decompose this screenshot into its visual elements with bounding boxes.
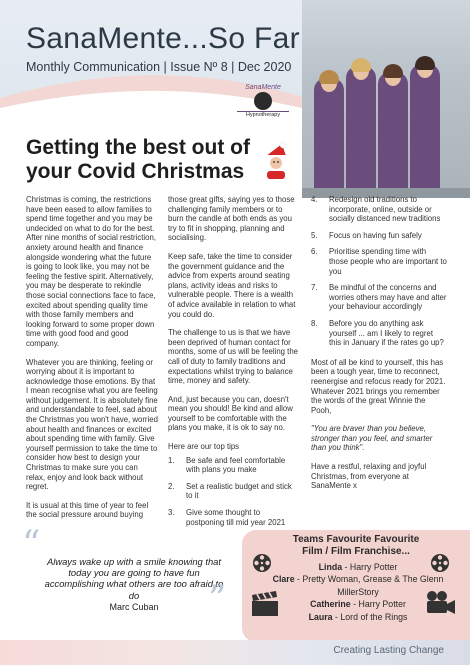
favourite-films: - Harry Potter [350, 599, 406, 610]
tips-list-b [311, 195, 447, 348]
team-member-hair [351, 58, 371, 72]
favourite-entry [270, 561, 446, 573]
tip-item [311, 195, 447, 224]
logo-head-icon [254, 92, 272, 110]
favourite-entry [270, 598, 446, 610]
tip-text: Prioritise spending time with those people who are important to you [329, 247, 447, 276]
logo-bottom-text: Hypnotherapy [237, 111, 289, 118]
tip-item [168, 508, 300, 527]
favourite-films: - Harry Potter [342, 562, 398, 572]
newsletter-subtitle: Monthly Communication | Issue Nº 8 | Dec 2020 [26, 60, 292, 74]
sign-off: Have a restful, relaxing and joyful Christmas, from everyone at SanaMente x [311, 462, 427, 491]
tip-text: Redesign old traditions to incorporate, online, outside or socially distanced new traditions [329, 195, 441, 224]
article-paragraph: Keep safe, take the time to consider the government guidance and the advice from experts around seating plans, activity ideas and risks to vulnerable people. There is a wealth of advice available in relation to what you could do. [168, 251, 296, 319]
article-column-1 [26, 195, 158, 529]
tip-text: Before you do anything ask yourself ... am I likely to regret this in January if the rates go up? [329, 318, 444, 348]
tip-text: Be safe and feel comfortable with plans you make [186, 455, 286, 475]
favourite-films: - Pretty Woman, Grease & The Glenn MillerStory [294, 574, 444, 597]
article-paragraph: Christmas is coming, the restrictions have been eased to allow families to spend time together and you may be undecided on what to do for the best. After nine months of social restriction, anxiety around health and finance alongside wondering what the future is going to look like, you may not be feeling the festive spirit. Alternatively, you may be desperate to rekindle those social connections face to face, excited about spending quality time with those family members and looking forward to some proper down time with good food and good company. [26, 195, 157, 348]
tip-number: 3. [168, 508, 175, 518]
tip-item [311, 319, 447, 348]
tip-text: Be mindful of the concerns and worries others may have and alter your behaviour accordingly [329, 283, 447, 312]
team-member-figure [410, 64, 440, 198]
footer-tagline: Creating Lasting Change [333, 645, 444, 656]
team-member-hair [319, 70, 339, 84]
open-quote-mark: “ [22, 524, 41, 565]
team-member-figure [346, 66, 376, 198]
team-member-name: Laura [308, 611, 333, 622]
article-paragraph: And, just because you can, doesn't mean you should! Be kind and allow yourself to be comfortable with the plans you make, it is ok to say no. [168, 394, 293, 433]
logo-top-text: SanaMente [245, 84, 281, 91]
close-quote-mark: ” [208, 579, 227, 620]
article-headline: Getting the best out of your Covid Christmas [26, 136, 250, 183]
tip-number: 7. [311, 283, 318, 293]
tip-text: Give some thought to postponing till mid year 2021 [186, 508, 286, 527]
favourites-title-line: Film / Film Franchise... [302, 546, 410, 557]
article-column-2 [168, 195, 300, 534]
tips-heading: Here are our top tips [168, 442, 240, 452]
favourite-entry [270, 573, 446, 598]
article-paragraph: those great gifts, saying yes to those challenging family members or to burn the candle at both ends as you try to fit in shopping, planning and socialising. [168, 195, 295, 243]
tip-number: 5. [311, 230, 318, 240]
team-member-name: Clare [272, 574, 295, 585]
tip-number: 2. [168, 481, 175, 491]
quote-author: Marc Cuban [109, 602, 159, 612]
tip-number: 1. [168, 455, 175, 465]
tip-item [311, 231, 447, 241]
team-member-figure [378, 72, 408, 198]
team-member-hair [415, 56, 435, 70]
film-reel-icon [252, 553, 272, 573]
pooh-quote: "You are braver than you believe, stronger than you feel, and smarter than you think". [311, 424, 433, 453]
tip-number: 4. [311, 195, 318, 204]
quote-text: Always wake up with a smile knowing that today you are going to have fun accomplishing what others are too afraid to do [44, 556, 224, 601]
tip-text: Focus on having fun safely [329, 230, 422, 240]
team-member-name: Catherine [310, 599, 351, 610]
article-paragraph: Whatever you are thinking, feeling or worrying about it is important to acknowledge those emotions. By that I mean recognise what you are feeling without judgement. It is absolutely fine and understandable to feel, sad about the Christmas you won't have, worried about health and finances or excited about spending time with family. Give yourself permission to take the time to consider how best to design your Christmas to make sure you can relax, enjoy and look back without regret. [26, 357, 158, 492]
favourite-films: - Lord of the Rings [332, 611, 408, 622]
team-photo [302, 0, 470, 198]
tip-item [168, 456, 300, 475]
santa-icon [256, 140, 296, 180]
team-member-figure [314, 78, 344, 198]
article-paragraph: Most of all be kind to yourself, this has been a tough year, time to reconnect, reenergise and refocus ready for 2021. Whatever 2021 brings you remember the words of the great Winnie the Pooh, [311, 357, 446, 415]
favourites-list [270, 561, 446, 623]
article-paragraph: The challenge to us is that we have been deprived of human contact for months, some of us will be feeling the call of duty to family traditions and expectations whilst trying to balance time, money and safety. [168, 328, 299, 386]
favourite-entry [270, 611, 446, 623]
tip-item [311, 283, 447, 312]
team-member-name: Linda [318, 562, 343, 572]
sanamente-logo [237, 84, 289, 126]
tips-list-a [168, 456, 300, 528]
tip-text: Set a realistic budget and stick to it [186, 481, 292, 501]
newsletter-title: SanaMente...So Far [26, 22, 300, 55]
team-member-hair [383, 64, 403, 78]
tip-number: 8. [311, 318, 318, 328]
favourites-title-line: Teams Favourite Favourite [292, 534, 420, 545]
article-paragraph: It is usual at this time of year to feel the social pressure around buying [26, 500, 149, 520]
tip-item [311, 247, 447, 276]
article-column-3 [311, 195, 447, 500]
tip-item [168, 482, 300, 501]
tip-number: 6. [311, 247, 318, 257]
